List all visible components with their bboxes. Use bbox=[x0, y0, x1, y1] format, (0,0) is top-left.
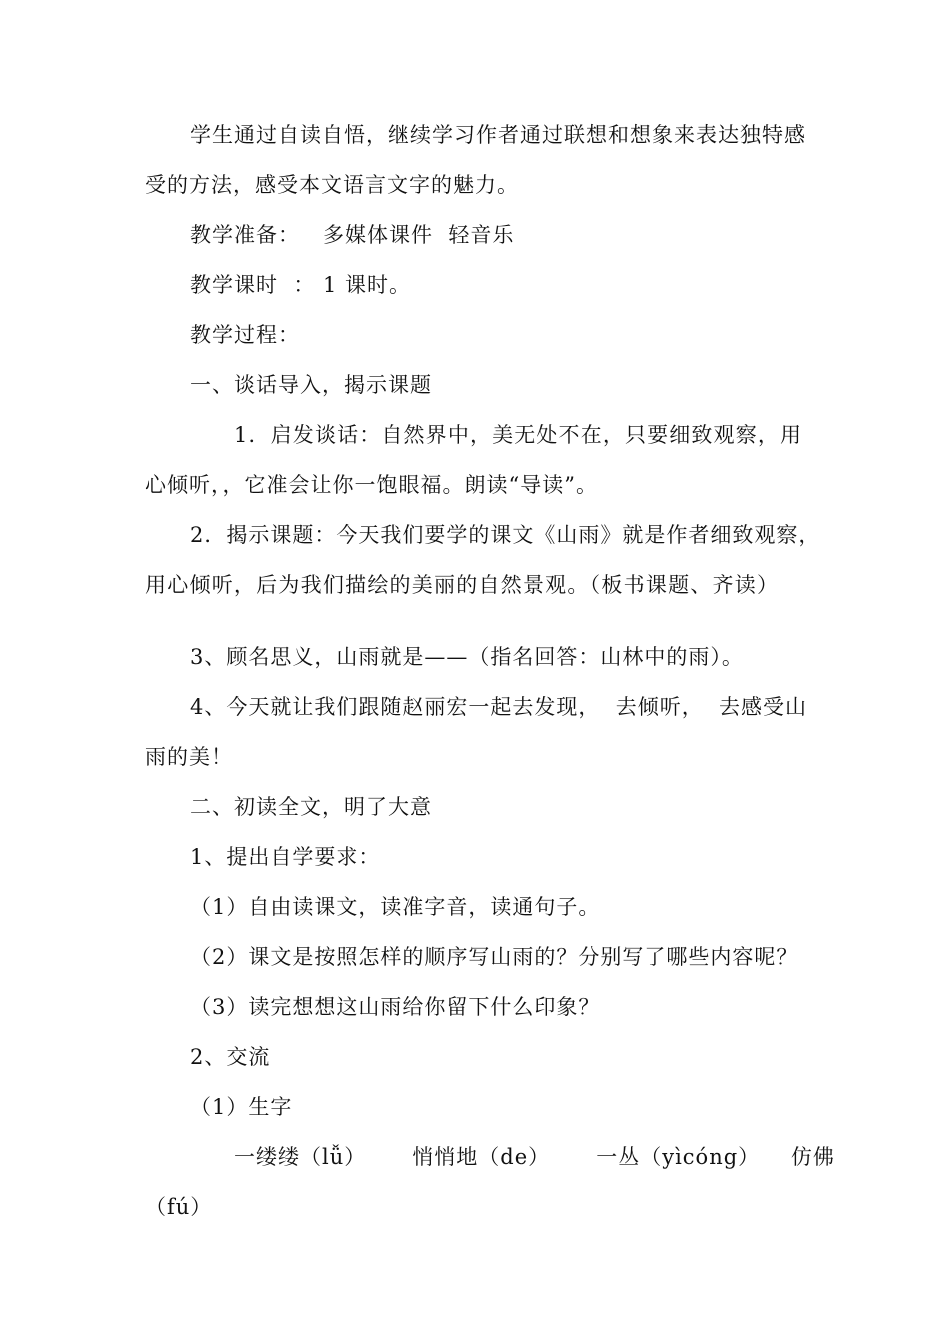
preparation-line: 教学准备： 多媒体课件 轻音乐 bbox=[190, 223, 515, 247]
section-2-requirement-3: （3）读完想想这山雨给你留下什么印象？ bbox=[190, 995, 601, 1019]
vocab-line-1: 一缕缕（lǚ） 悄悄地（de） 一丛（yìcóng） 仿佛 bbox=[234, 1145, 835, 1169]
section-2-item-2: 2、交流 bbox=[190, 1045, 271, 1069]
process-heading: 教学过程： bbox=[190, 323, 300, 347]
section-1-item-2-line-2: 用心倾听，后为我们描绘的美丽的自然景观。（板书课题、齐读） bbox=[145, 573, 779, 597]
section-1-item-2-line-1: 2．揭示课题：今天我们要学的课文《山雨》就是作者细致观察， bbox=[190, 523, 821, 547]
section-1-item-1-line-2: 心倾听，，它准会让你一饱眼福。朗读“导读”。 bbox=[145, 473, 598, 497]
class-hours-line: 教学课时 ： 1 课时。 bbox=[190, 273, 412, 297]
section-1-item-1-line-1: 1．启发谈话：自然界中，美无处不在，只要细致观察，用 bbox=[234, 423, 802, 447]
section-2-heading: 二、初读全文，明了大意 bbox=[190, 795, 432, 819]
objective-line-2: 受的方法，感受本文语言文字的魅力。 bbox=[145, 173, 519, 197]
objective-line-1: 学生通过自读自悟，继续学习作者通过联想和想象来表达独特感 bbox=[190, 123, 806, 147]
section-2-item-1: 1、提出自学要求： bbox=[190, 845, 381, 869]
section-2-requirement-2: （2）课文是按照怎样的顺序写山雨的？分别写了哪些内容呢？ bbox=[190, 945, 799, 969]
section-1-item-4-line-2: 雨的美！ bbox=[145, 745, 233, 769]
section-1-item-3: 3、顾名思义，山雨就是——（指名回答：山林中的雨）。 bbox=[190, 645, 744, 669]
section-2-requirement-1: （1）自由读课文，读准字音，读通句子。 bbox=[190, 895, 601, 919]
section-1-item-4-line-1: 4、今天就让我们跟随赵丽宏一起去发现， 去倾听， 去感受山 bbox=[190, 695, 808, 719]
section-1-heading: 一、谈话导入，揭示课题 bbox=[190, 373, 432, 397]
vocab-line-2: （fú） bbox=[145, 1195, 213, 1219]
section-2-sub-1: （1）生字 bbox=[190, 1095, 293, 1119]
